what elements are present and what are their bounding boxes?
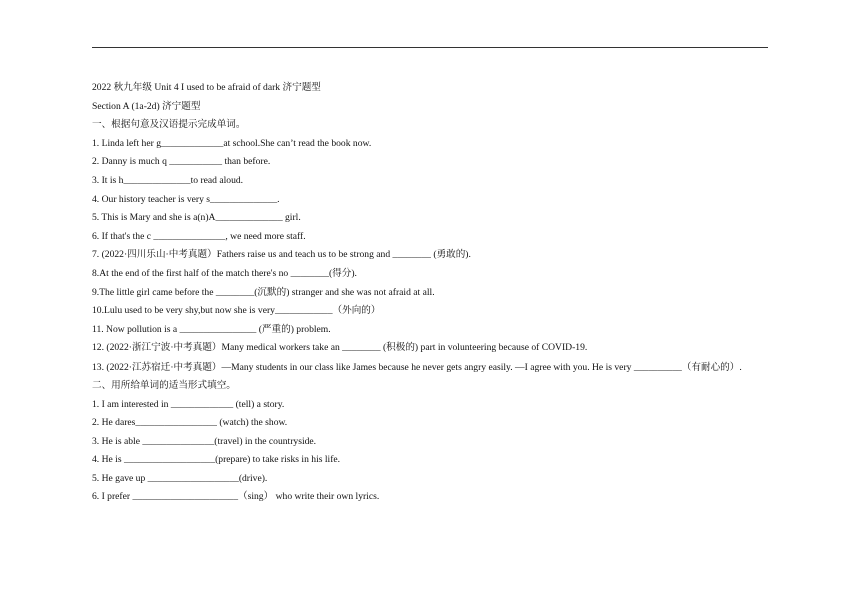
question-2-3: 3. He is able _______________(travel) in the countryside. [92, 435, 317, 447]
question-2-1: 1. I am interested in _____________ (tell) a story. [92, 398, 285, 410]
worksheet-content [92, 79, 782, 507]
question-1-9: 9.The little girl came before the ________(沉默的) stranger and she was not afraid at all. [92, 286, 435, 298]
question-1-1: 1. Linda left her g_____________at school.She can’t read the book now. [92, 137, 372, 149]
question-1-11: 11. Now pollution is a ________________ (严重的) problem. [92, 323, 331, 335]
header-rule [92, 47, 768, 48]
part1-heading: 一、根据句意及汉语提示完成单词。 [92, 119, 246, 131]
section-title: Section A (1a-2d) 济宁题型 [92, 100, 201, 112]
question-1-3: 3. It is h______________to read aloud. [92, 174, 244, 186]
question-1-13: 13. (2022·江苏宿迁·中考真题）—Many students in our class like James because he never gets angry easily. —I agree with you. He is very __________（有耐心的）. [92, 361, 742, 373]
question-1-4: 4. Our history teacher is very s______________. [92, 193, 280, 205]
question-1-10: 10.Lulu used to be very shy,but now she is very____________（外向的） [92, 305, 381, 317]
question-2-4: 4. He is ___________________(prepare) to take risks in his life. [92, 454, 341, 466]
part2-heading: 二、用所给单词的适当形式填空。 [92, 379, 236, 391]
document-title: 2022 秋九年级 Unit 4 I used to be afraid of dark 济宁题型 [92, 82, 321, 93]
question-2-2: 2. He dares_________________ (watch) the show. [92, 417, 288, 429]
question-2-5: 5. He gave up ___________________(drive). [92, 472, 268, 484]
question-1-6: 6. If that's the c _______________, we need more staff. [92, 230, 306, 242]
question-2-6: 6. I prefer ______________________（sing） who write their own lyrics. [92, 491, 380, 503]
question-1-8: 8.At the end of the first half of the match there's no ________(得分). [92, 267, 357, 279]
question-1-12: 12. (2022·浙江宁波·中考真题）Many medical workers take an ________ (积极的) part in volunteering because of COVID-19. [92, 342, 588, 354]
question-1-7: 7. (2022·四川乐山·中考真题）Fathers raise us and teach us to be strong and ________ (勇敢的). [92, 249, 471, 261]
question-1-5: 5. This is Mary and she is a(n)A______________ girl. [92, 212, 301, 224]
question-1-2: 2. Danny is much q ___________ than before. [92, 156, 271, 168]
